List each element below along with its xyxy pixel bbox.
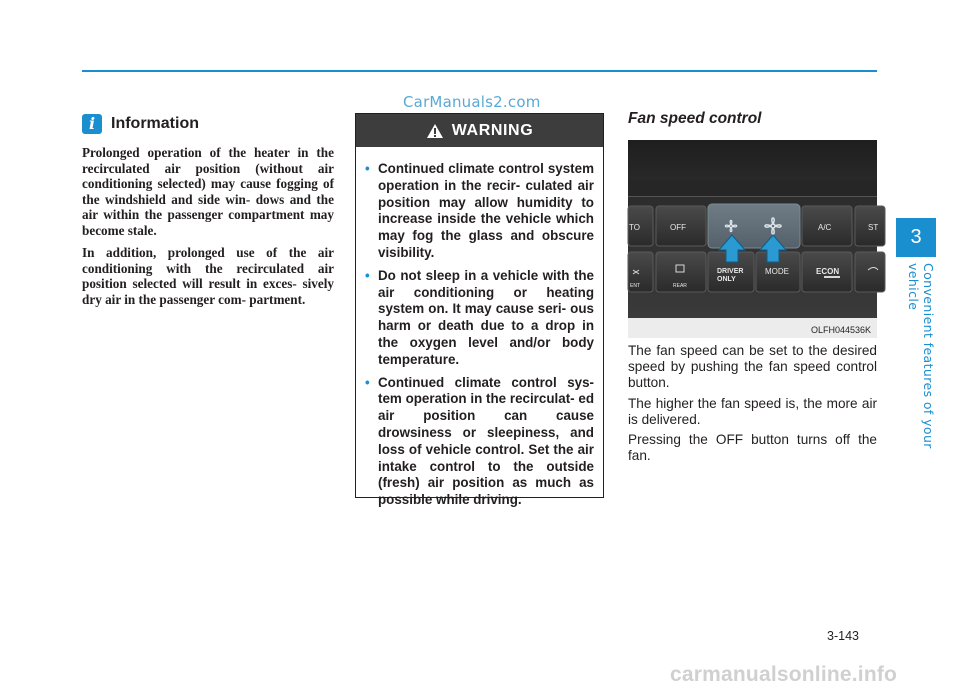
fan-speed-title: Fan speed control (628, 110, 762, 127)
information-paragraph: Prolonged operation of the heater in the recirculated air position (without air conditioning selected) may cause fogging of the windshield and side win- dows and the air within the passenger compartment may become stale. (82, 145, 334, 238)
information-title: Information (111, 115, 199, 132)
panel-auto-label: TO (629, 223, 640, 232)
warning-item-text: Do not sleep in a vehicle with the air conditioning or heating system on. It may cause seri- ous harm or death due to a drop in the oxygen level and/or body temperature. (378, 267, 594, 367)
information-body (82, 145, 334, 314)
warning-list (356, 147, 603, 509)
warning-item-text: Continued climate control sys- tem operation in the recirculat- ed air position can cause drowsiness or sleepiness, and loss of vehicle control. Set the air intake control to the outside (fresh) air position as much as possible while driving. (378, 374, 594, 508)
panel-driver-label: DRIVER (717, 268, 744, 275)
climate-panel-photo (628, 140, 877, 338)
information-heading (82, 114, 199, 134)
warning-item (365, 161, 594, 262)
fan-speed-paragraph: The higher the fan speed is, the more air is delivered. (628, 395, 877, 427)
fan-speed-paragraph: Pressing the OFF button turns off the fan. (628, 432, 877, 464)
panel-vent-label: ENT (630, 283, 640, 289)
page-number: 3-143 (827, 629, 859, 643)
warning-item-text: Continued climate control system operation in the recir- culated air position may allow humidity to increase inside the vehicle which may fog the glass and obscure visibility. (378, 161, 594, 260)
chapter-number-tab: 3 (896, 218, 936, 257)
image-code: OLFH044536K (810, 325, 871, 335)
panel-mode-label: MODE (765, 267, 789, 276)
panel-st-label: ST (868, 223, 879, 232)
header-rule (82, 70, 877, 72)
fan-speed-paragraph: The fan speed can be set to the desired speed by pushing the fan speed control button. (628, 343, 877, 391)
climate-panel-illustration (628, 140, 877, 338)
bullet-icon: • (365, 161, 370, 176)
chapter-title: Convenient features of your vehicle (906, 263, 936, 449)
warning-item (365, 268, 594, 369)
panel-off-label: OFF (670, 223, 686, 232)
panel-ac-label: A/C (818, 223, 832, 232)
info-icon: i (82, 114, 102, 134)
panel-rear-label: REAR (673, 283, 687, 289)
bullet-icon: • (365, 374, 370, 390)
information-paragraph: In addition, prolonged use of the air conditioning with the recirculated air position selected will result in exces- sively dry air in the passenger com- partment. (82, 245, 334, 307)
fan-speed-body (628, 343, 877, 468)
warning-title: WARNING (451, 121, 534, 139)
warning-item (365, 375, 594, 509)
bullet-icon: • (365, 267, 370, 283)
warning-box (355, 113, 604, 508)
watermark-bottom: carmanualsonline.info (670, 663, 898, 686)
warning-header (356, 114, 603, 147)
watermark-top: CarManuals2.com (403, 93, 541, 111)
panel-econ-label: ECON (816, 267, 840, 276)
warning-triangle-icon (426, 123, 444, 139)
panel-only-label: ONLY (717, 276, 736, 283)
